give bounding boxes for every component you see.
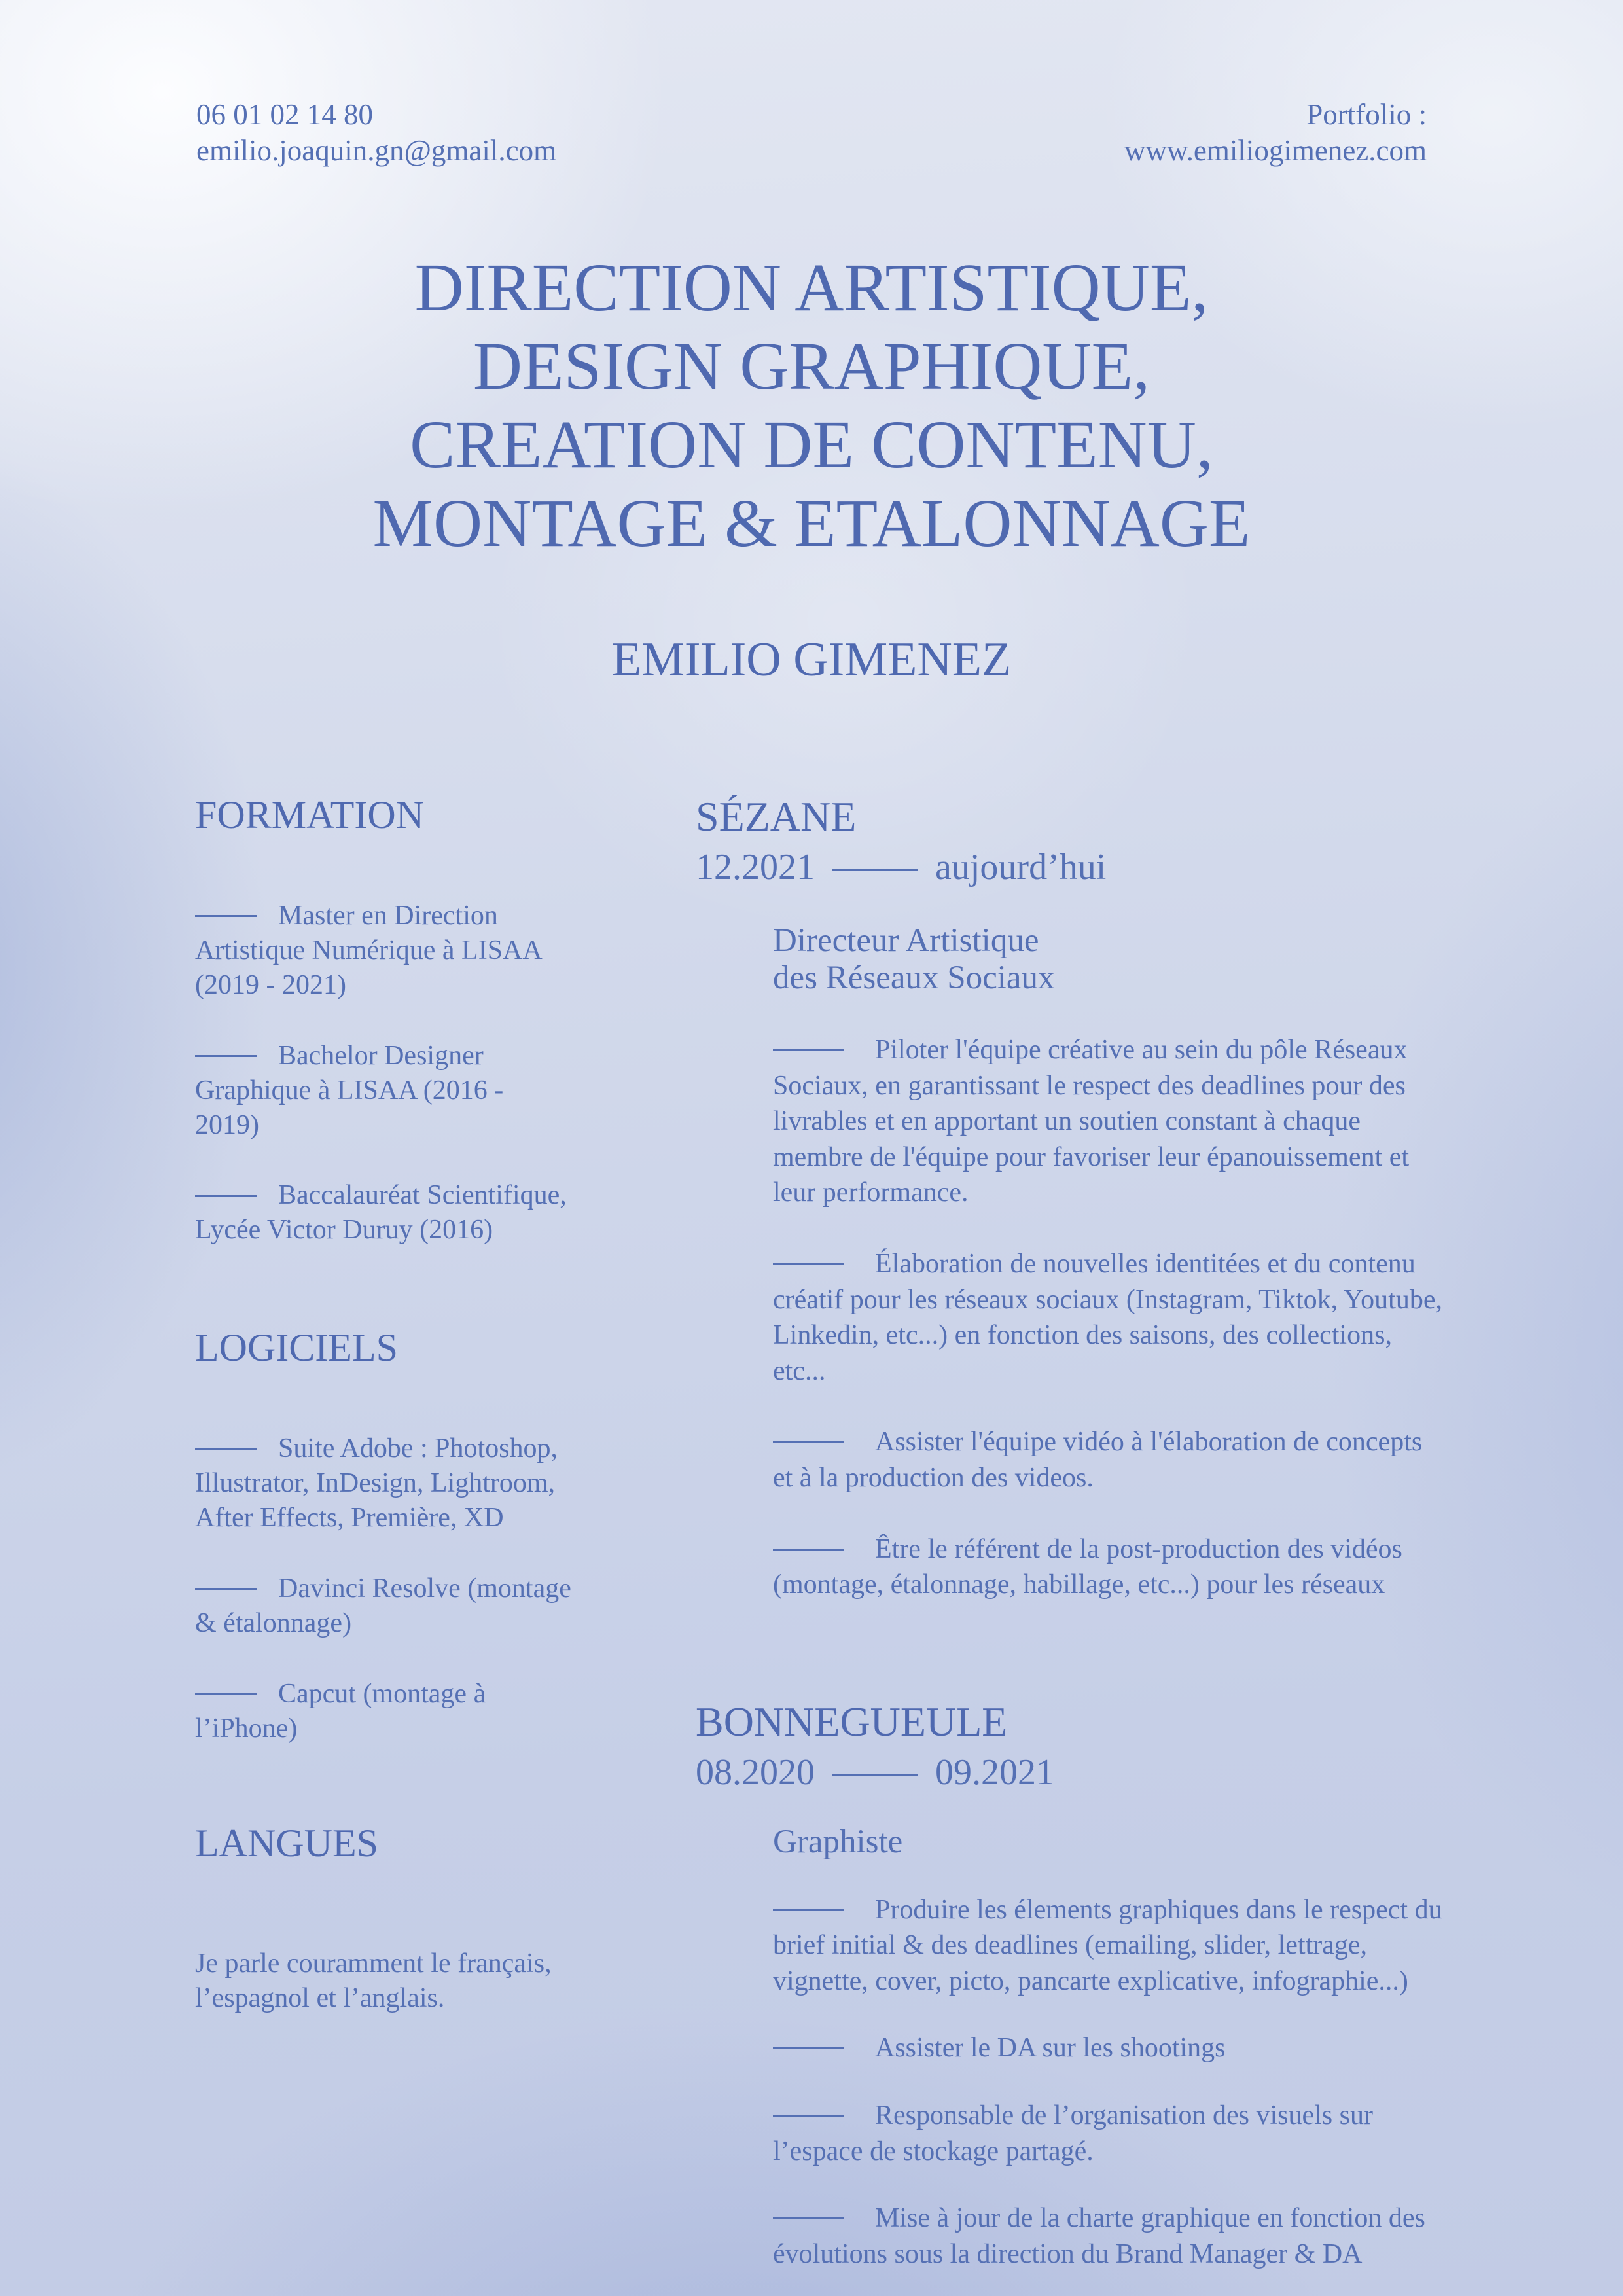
job-role-line: Graphiste bbox=[773, 1823, 903, 1860]
logiciel-item-text: Capcut (montage à l’iPhone) bbox=[195, 1678, 486, 1744]
bullet-dash bbox=[773, 1441, 844, 1443]
job-bonnegueule bbox=[696, 1700, 1448, 2272]
task-text: Responsable de l’organisation des visuels sur l’espace de stockage partagé. bbox=[773, 2100, 1373, 2166]
formation-item-text: Baccalauréat Scientifique, Lycée Victor Duruy (2016) bbox=[195, 1180, 567, 1246]
headline-line: DIRECTION ARTISTIQUE, bbox=[414, 250, 1209, 325]
section-logiciels bbox=[195, 1326, 571, 1746]
date-start: 12.2021 bbox=[696, 847, 815, 888]
formation-item bbox=[195, 1178, 571, 1247]
sidebar bbox=[195, 793, 571, 2015]
bullet-dash bbox=[195, 1693, 257, 1695]
section-title-formation: FORMATION bbox=[195, 793, 425, 836]
task-text: Élaboration de nouvelles identitées et du contenu créatif pour les réseaux sociaux (Instagram, Tiktok, Youtube, Linkedin, etc...) en fonction des saisons, des collections, etc... bbox=[773, 1248, 1442, 1386]
task-item bbox=[773, 1246, 1448, 1389]
date-end: aujourd’hui bbox=[935, 847, 1107, 888]
bullet-dash bbox=[773, 1049, 844, 1051]
section-title-logiciels: LOGICIELS bbox=[195, 1326, 398, 1370]
date-range-dash bbox=[832, 869, 918, 871]
task-text: Produire les élements graphiques dans le respect du brief initial & des deadlines (emailing, slider, lettrage, vignette, cover, picto, pancarte explicative, infographie...) bbox=[773, 1894, 1442, 1996]
company-name: BONNEGUEULE bbox=[696, 1698, 1008, 1745]
formation-item bbox=[195, 899, 571, 1003]
bullet-dash bbox=[195, 1588, 257, 1590]
bullet-dash bbox=[195, 1055, 257, 1057]
candidate-name: EMILIO GIMENEZ bbox=[611, 633, 1012, 687]
bullet-dash bbox=[773, 1263, 844, 1265]
logiciel-item bbox=[195, 1677, 571, 1746]
bullet-dash bbox=[773, 2047, 844, 2049]
contact-bar bbox=[196, 97, 1427, 169]
bullet-dash bbox=[773, 1549, 844, 1551]
logiciel-item bbox=[195, 1431, 571, 1535]
logiciel-item bbox=[195, 1571, 571, 1641]
task-text: Mise à jour de la charte graphique en fonction des évolutions sous la direction du Brand Manager & DA bbox=[773, 2203, 1425, 2269]
task-item bbox=[773, 1424, 1448, 1496]
portfolio-label: Portfolio : bbox=[1306, 98, 1427, 131]
section-langues bbox=[195, 1821, 571, 2016]
task-text: Être le référent de la post-production des vidéos (montage, étalonnage, habillage, etc...) pour les réseaux bbox=[773, 1534, 1402, 1600]
headline-line: CREATION DE CONTENU, bbox=[410, 407, 1213, 483]
job-role-line: Directeur Artistique bbox=[773, 922, 1039, 959]
task-item bbox=[773, 2200, 1448, 2272]
formation-item-text: Bachelor Designer Graphique à LISAA (2016 - 2019) bbox=[195, 1040, 504, 1140]
langues-text: Je parle couramment le français, l’espagnol et l’anglais. bbox=[195, 1948, 552, 2013]
task-text: Piloter l'équipe créative au sein du pôle Réseaux Sociaux, en garantissant le respect des deadlines pour des livrables et en apportant un soutien constant à chaque membre de l'équipe pour favoriser leur épanouissement et leur performance. bbox=[773, 1035, 1410, 1208]
portfolio-info bbox=[1124, 97, 1427, 169]
formation-item-text: Master en Direction Artistique Numérique à LISAA (2019 - 2021) bbox=[195, 901, 541, 1000]
phone-number: 06 01 02 14 80 bbox=[196, 98, 373, 131]
task-item bbox=[773, 1532, 1448, 1603]
job-role-line: des Réseaux Sociaux bbox=[773, 959, 1055, 996]
headline-line: MONTAGE & ETALONNAGE bbox=[372, 486, 1251, 562]
job-role bbox=[773, 1823, 1448, 1861]
task-item bbox=[773, 2030, 1448, 2066]
date-start: 08.2020 bbox=[696, 1751, 815, 1793]
logiciel-item-text: Suite Adobe : Photoshop, Illustrator, InDesign, Lightroom, After Effects, Première, XD bbox=[195, 1433, 558, 1534]
job-sezane bbox=[696, 795, 1448, 1603]
task-item bbox=[773, 1892, 1448, 2000]
bullet-dash bbox=[195, 915, 257, 917]
job-dates bbox=[696, 848, 1448, 888]
company-name: SÉZANE bbox=[696, 793, 857, 840]
formation-item bbox=[195, 1039, 571, 1143]
task-text: Assister l'équipe vidéo à l'élaboration de concepts et à la production des videos. bbox=[773, 1427, 1423, 1493]
section-title-langues: LANGUES bbox=[195, 1821, 378, 1865]
bullet-dash bbox=[195, 1195, 257, 1197]
task-text: Assister le DA sur les shootings bbox=[875, 2033, 1226, 2064]
bullet-dash bbox=[773, 2115, 844, 2117]
job-role bbox=[773, 922, 1448, 997]
contact-info bbox=[196, 97, 556, 169]
logiciel-item-text: Davinci Resolve (montage & étalonnage) bbox=[195, 1573, 571, 1638]
bullet-dash bbox=[773, 2217, 844, 2219]
date-range-dash bbox=[832, 1774, 918, 1776]
headline bbox=[0, 249, 1623, 563]
experience-column bbox=[696, 795, 1448, 2272]
date-end: 09.2021 bbox=[935, 1751, 1054, 1793]
headline-line: DESIGN GRAPHIQUE, bbox=[473, 329, 1150, 404]
task-item bbox=[773, 2098, 1448, 2169]
bullet-dash bbox=[195, 1448, 257, 1450]
portfolio-url[interactable]: www.emiliogimenez.com bbox=[1124, 134, 1427, 167]
job-dates bbox=[696, 1753, 1448, 1793]
bullet-dash bbox=[773, 1909, 844, 1911]
task-item bbox=[773, 1032, 1448, 1211]
section-formation bbox=[195, 793, 571, 1247]
email-address[interactable]: emilio.joaquin.gn@gmail.com bbox=[196, 134, 557, 167]
